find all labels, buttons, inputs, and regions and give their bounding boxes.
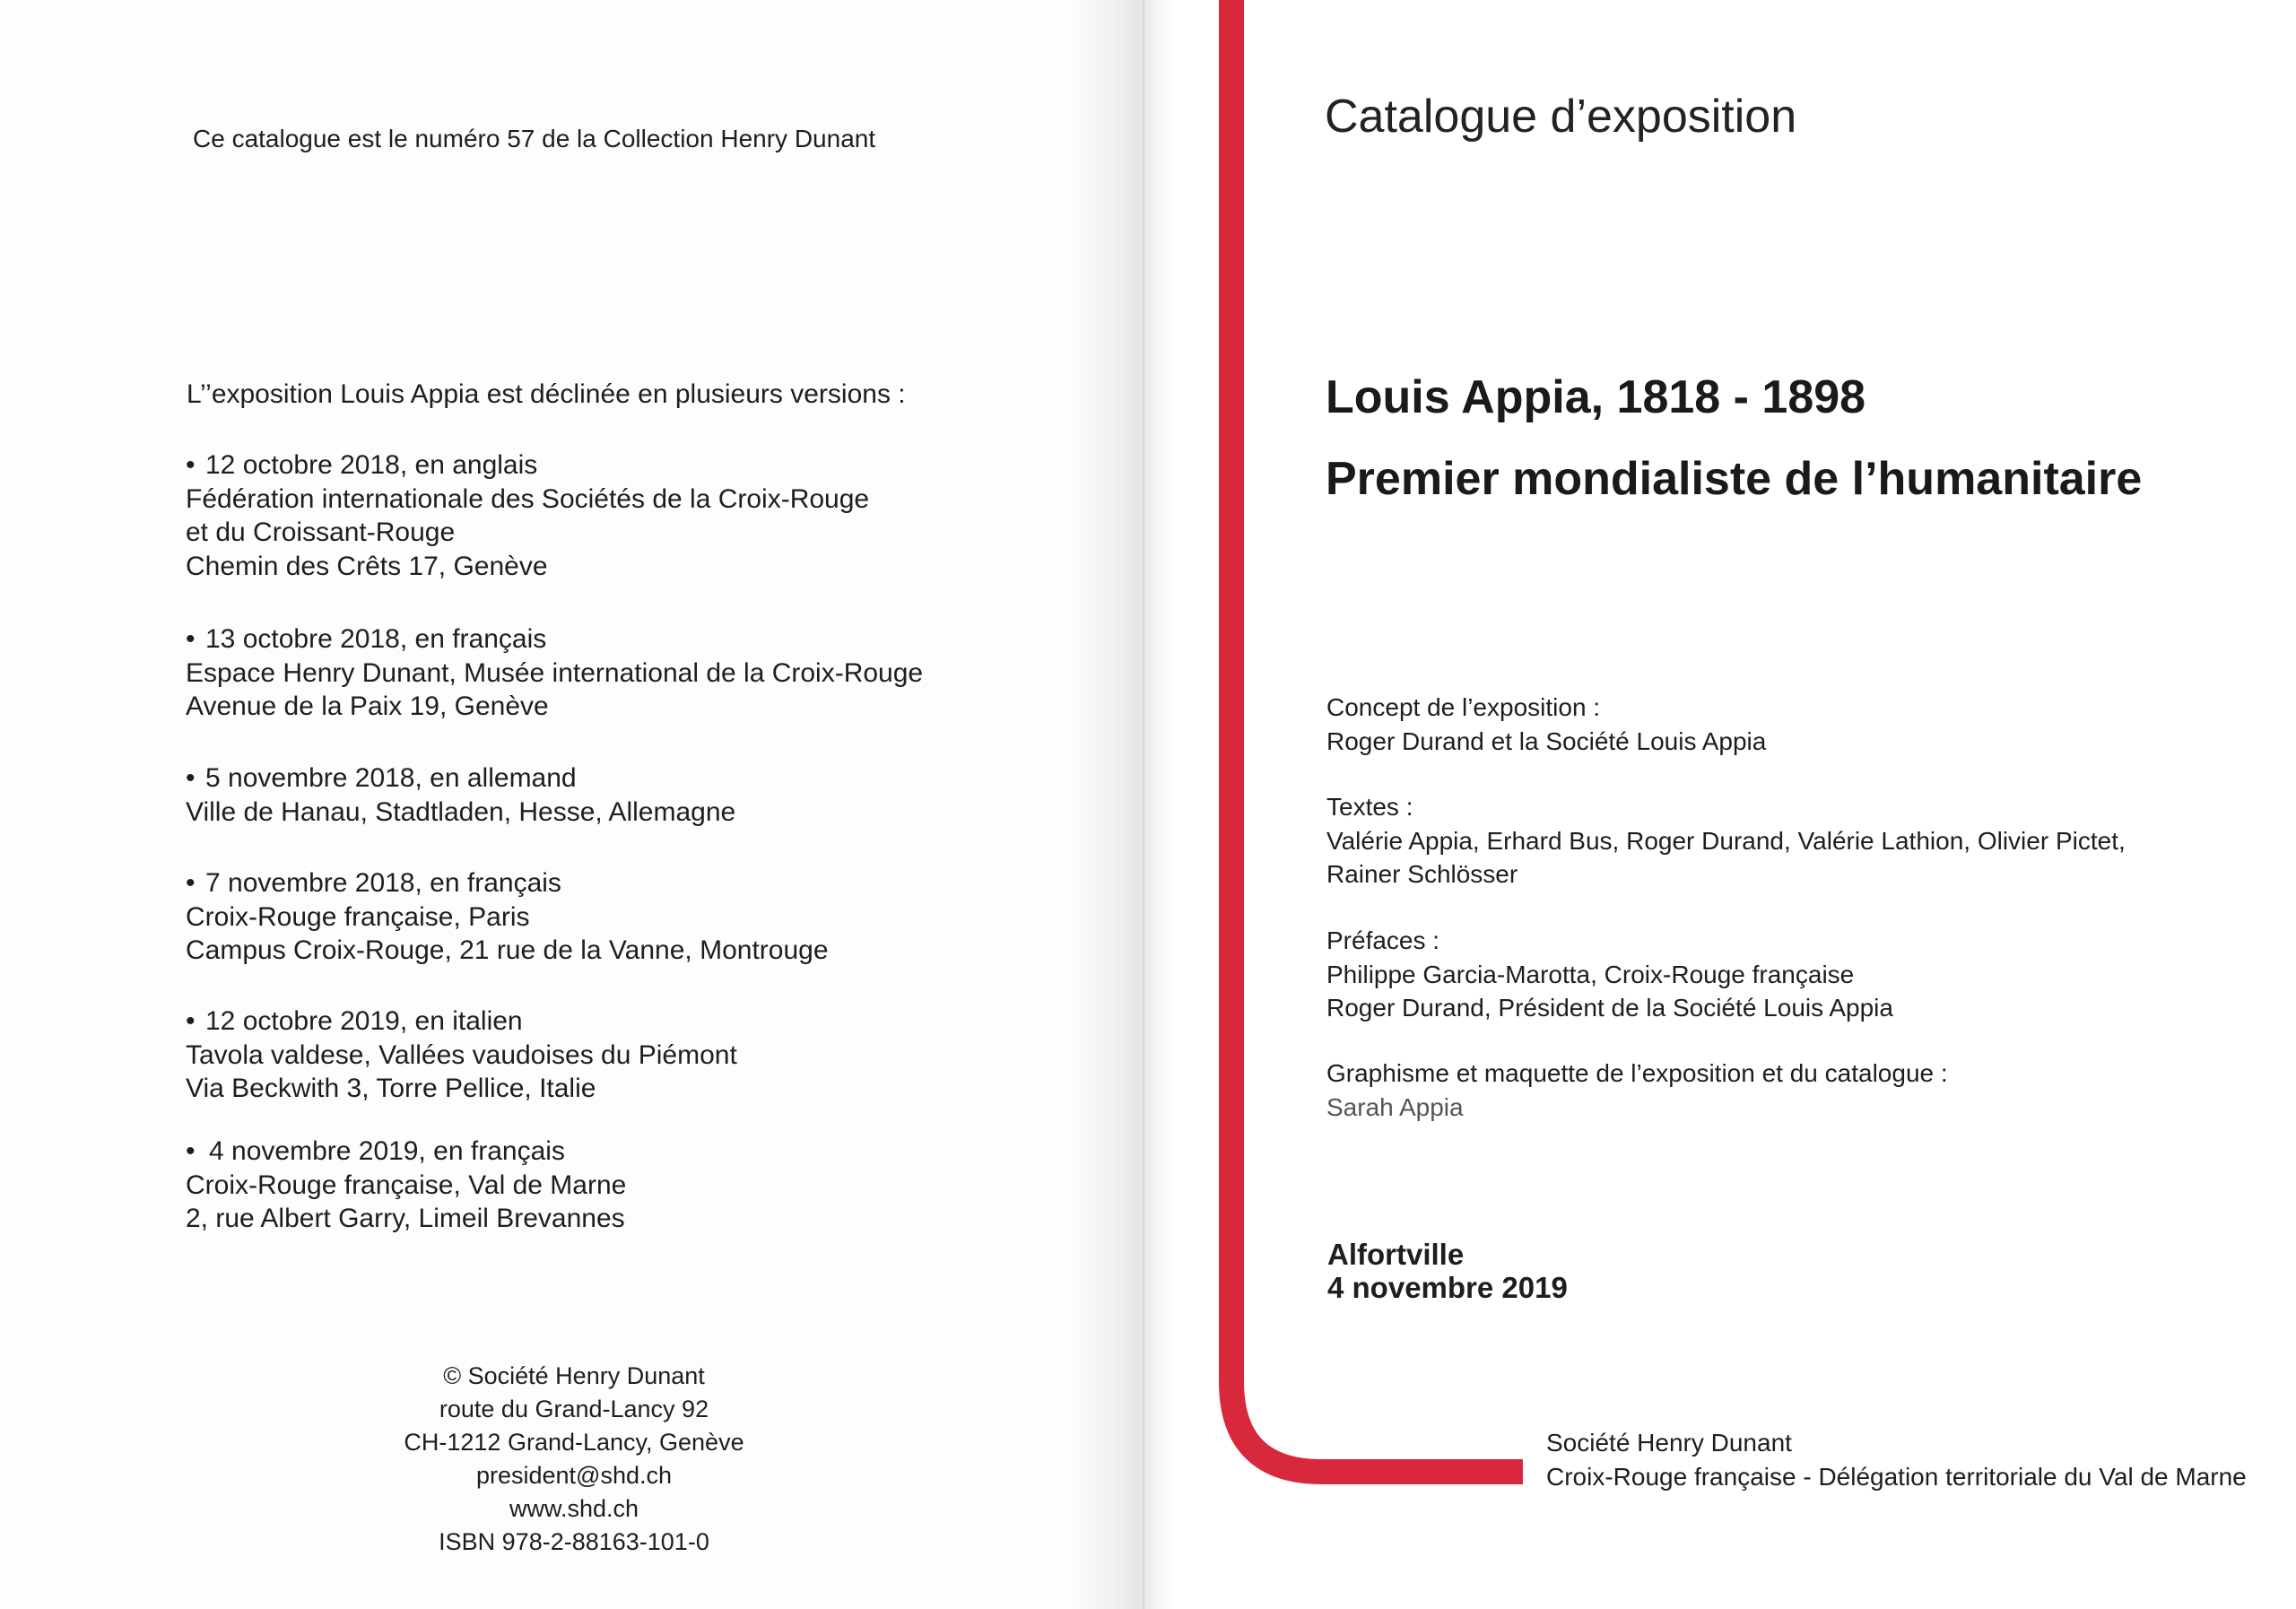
edition-address: Chemin des Crêts 17, Genève (186, 551, 548, 581)
credit-label: Graphisme et maquette de l’exposition et du catalogue : (1326, 1059, 1948, 1087)
edition-venue: Tavola valdese, Vallées vaudoises du Piémont (186, 1039, 737, 1070)
edition-venue: et du Croissant-Rouge (186, 517, 456, 547)
edition-venue: Ville de Hanau, Stadtladen, Hesse, Allemagne (186, 796, 736, 827)
edition-venue: Croix-Rouge française, Paris (186, 901, 530, 932)
place-date (1327, 1238, 1568, 1304)
publisher-line: Croix-Rouge française - Délégation territoriale du Val de Marne (1546, 1462, 2247, 1491)
credit-names: Philippe Garcia-Marotta, Croix-Rouge française (1326, 960, 1855, 988)
place: Alfortville (1327, 1238, 1465, 1271)
credit-label: Concept de l’exposition : (1326, 693, 1601, 721)
bullet: • (186, 1006, 196, 1036)
edition-date: 12 octobre 2018, en anglais (205, 450, 538, 480)
edition-date: 5 novembre 2018, en allemand (205, 763, 577, 793)
credit-names: Roger Durand et la Société Louis Appia (1326, 726, 1767, 755)
edition-address: 2, rue Albert Garry, Limeil Brevannes (186, 1204, 625, 1233)
isbn: ISBN 978-2-88163-101-0 (439, 1528, 709, 1555)
copyright-website: www.shd.ch (509, 1495, 639, 1522)
credit-texts (1326, 790, 2126, 891)
bullet: • (186, 868, 196, 898)
credit-names: Rainer Schlösser (1326, 860, 1518, 888)
publisher-line: Société Henry Dunant (1546, 1429, 1792, 1457)
bullet: • (186, 450, 196, 480)
bullet: • (186, 1136, 196, 1166)
edition-address: Avenue de la Paix 19, Genève (186, 691, 549, 721)
catalogue-header: Catalogue d’exposition (1325, 91, 1797, 143)
publisher-block (1546, 1426, 2247, 1493)
copyright-address: route du Grand-Lancy 92 (439, 1396, 709, 1422)
edition-venue: Croix-Rouge française, Val de Marne (186, 1170, 627, 1200)
edition-date: 4 novembre 2019, en français (209, 1136, 565, 1166)
edition-venue: Espace Henry Dunant, Musée international de la Croix-Rouge (186, 657, 924, 688)
credit-label: Textes : (1326, 793, 1413, 821)
credit-concept (1326, 691, 1766, 758)
bullet: • (186, 624, 196, 654)
copyright-line: © Société Henry Dunant (443, 1362, 705, 1389)
credit-names: Valérie Appia, Erhard Bus, Roger Durand, Valérie Lathion, Olivier Pictet, (1326, 826, 2126, 855)
edition-date: 13 octobre 2018, en français (205, 624, 547, 654)
collection-note: Ce catalogue est le numéro 57 de la Collection Henry Dunant (193, 125, 876, 152)
credit-prefaces (1326, 924, 1893, 1025)
edition-date: 12 octobre 2019, en italien (205, 1006, 523, 1036)
edition-address: Via Beckwith 3, Torre Pellice, Italie (186, 1074, 596, 1103)
edition-date: 7 novembre 2018, en français (205, 868, 561, 898)
copyright-email: president@shd.ch (475, 1462, 673, 1489)
credit-graphics (1326, 1057, 1948, 1124)
versions-intro: L’’exposition Louis Appia est déclinée en plusieurs versions : (187, 379, 906, 409)
credit-label: Préfaces : (1326, 926, 1440, 954)
date: 4 novembre 2019 (1327, 1271, 1568, 1304)
copyright-city: CH-1212 Grand-Lancy, Genève (404, 1429, 744, 1456)
credit-names: Sarah Appia (1326, 1092, 1464, 1121)
bullet: • (186, 763, 196, 793)
credit-names: Roger Durand, Président de la Société Louis Appia (1326, 994, 1893, 1022)
subtitle: Premier mondialiste de l’humanitaire (1326, 453, 2143, 505)
main-title: Louis Appia, 1818 - 1898 (1326, 371, 1866, 423)
edition-address: Campus Croix-Rouge, 21 rue de la Vanne, Montrouge (186, 935, 829, 965)
edition-venue: Fédération internationale des Sociétés de la Croix-Rouge (186, 483, 870, 514)
